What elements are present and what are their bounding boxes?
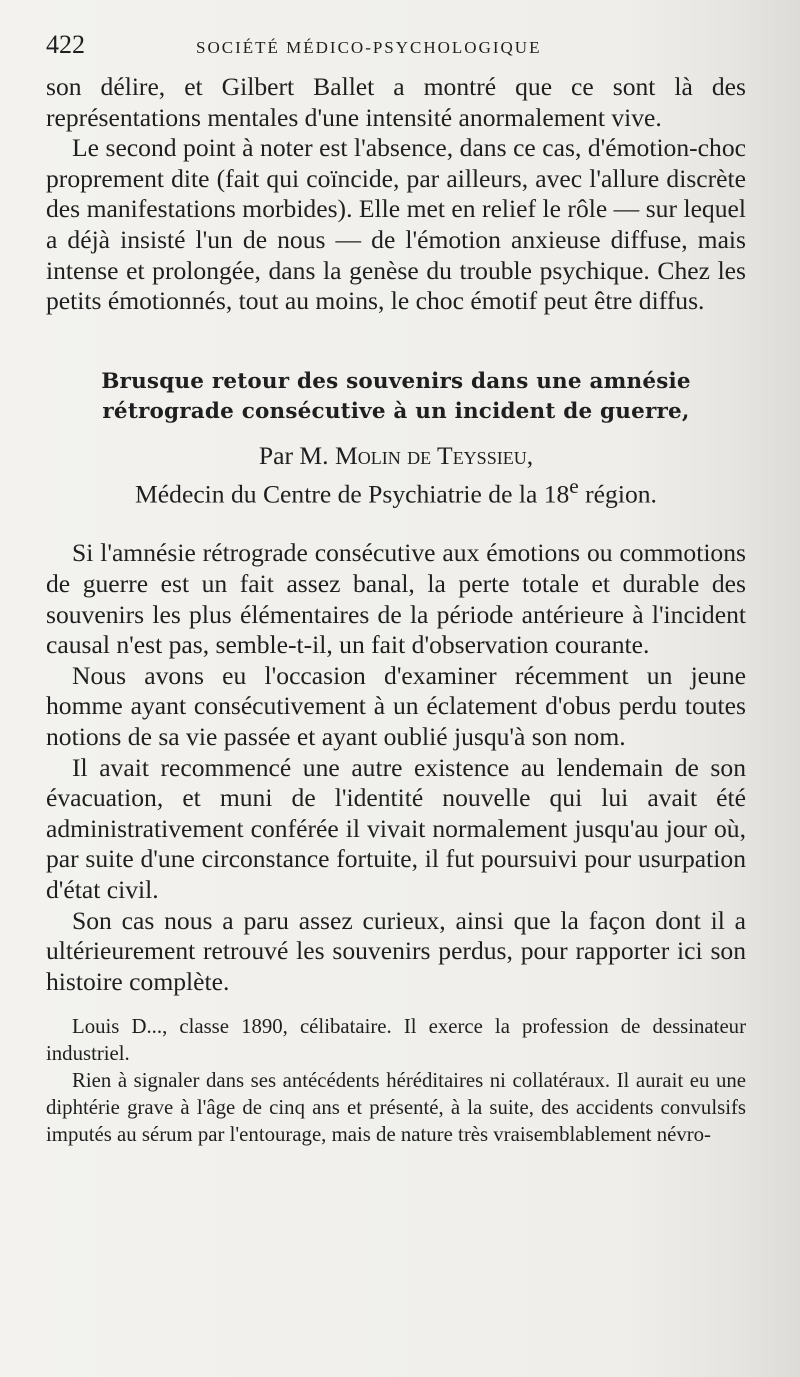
observation-antecedents: Rien à signaler dans ses antécédents héréditaires ni collatéraux. Il aurait eu une diphtérie grave à l'âge de cinq ans et présenté, à la suite, des accidents convulsifs imputés au sérum par l'entourage, mais de nature très vraisemblablement névro- xyxy=(46,1069,746,1147)
affiliation-text: Médecin du Centre de Psychiatrie de la 18 xyxy=(135,479,570,509)
paragraph-purpose: Son cas nous a paru assez curieux, ainsi que la façon dont il a ultérieurement retrouvé les souvenirs perdus, pour rapporter ici son histoire complète. xyxy=(46,905,746,996)
running-title: SOCIÉTÉ MÉDICO-PSYCHOLOGIQUE xyxy=(196,38,542,57)
paragraph-intro: Si l'amnésie rétrograde consécutive aux émotions ou commotions de guerre est un fait assez banal, la perte totale et durable des souvenirs les plus élémentaires de la période antérieure à l'incident causal n'est pas, semble-t-il, un fait d'observation courante. xyxy=(46,538,746,660)
affiliation-end: région. xyxy=(578,479,657,509)
page-header xyxy=(46,30,746,62)
paragraph-second-point: Le second point à noter est l'absence, dans ce cas, d'émotion-choc proprement dite (fait qui coïncide, par ailleurs, avec l'allure discrète des manifestations morbides). Elle met en relief le rôle — sur lequel a déjà insisté l'un de nous — de l'émotion anxieuse diffuse, mais intense et prolongée, dans la genèse du trouble psychique. Chez les petits émotionnés, tout au moins, le choc émotif peut être diffus. xyxy=(46,133,746,316)
article-title: Brusque retour des souvenirs dans une amnésie rétrograde consécutive à un incident de guerre, xyxy=(101,368,691,424)
paragraph-continued: son délire, et Gilbert Ballet a montré que ce sont là des représentations mentales d'une intensité anormalement vive. xyxy=(46,72,746,132)
paragraph-new-life: Il avait recommencé une autre existence au lendemain de son évacuation, et muni de l'identité nouvelle qui lui avait été administrativement conférée il vivait normalement jusqu'au jour où, par suite d'une circonstance fortuite, il fut poursuivi pour usurpation d'état civil. xyxy=(46,752,746,904)
paragraph-case: Nous avons eu l'occasion d'examiner récemment un jeune homme ayant consécutivement à un éclatement d'obus perdu toutes notions de sa vie passée et ayant oublié jusqu'à son nom. xyxy=(46,660,746,752)
observation-identity: Louis D..., classe 1890, célibataire. Il exerce la profession de dessinateur industriel. xyxy=(46,1015,746,1066)
page-number: 422 xyxy=(46,30,85,59)
author-affiliation xyxy=(46,471,746,510)
author-name: Molin de Teyssieu, xyxy=(334,440,534,470)
byline-prefix: Par M. xyxy=(258,440,329,470)
byline xyxy=(46,441,746,472)
affiliation-superscript: e xyxy=(569,474,579,499)
